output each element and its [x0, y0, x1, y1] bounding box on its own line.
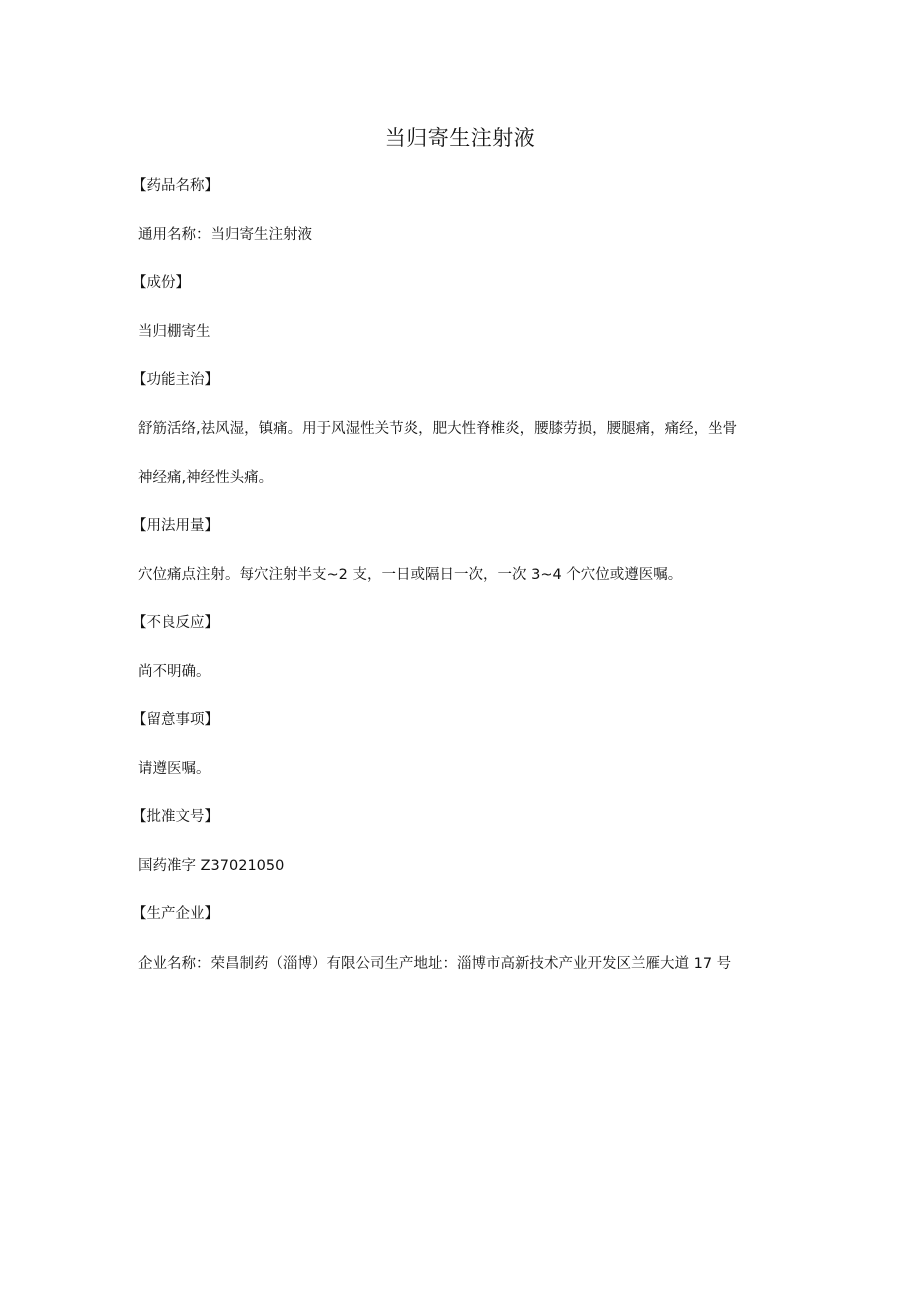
section-heading-indications: 【功能主治】 — [132, 372, 219, 388]
generic-name-text: 通用名称：当归寄生注射液 — [138, 227, 312, 243]
ingredients-text: 当归棚寄生 — [138, 324, 211, 340]
adverse-reactions-text: 尚不明确。 — [138, 664, 211, 680]
document-title: 当归寄生注射液 — [384, 126, 536, 150]
section-heading-manufacturer: 【生产企业】 — [132, 906, 219, 922]
indications-text-line-2: 神经痛,神经性头痛。 — [138, 470, 274, 486]
section-heading-dosage: 【用法用量】 — [132, 518, 219, 534]
section-heading-approval-number: 【批准文号】 — [132, 809, 219, 825]
approval-number-text: 国药准字 Z37021050 — [138, 858, 285, 874]
precautions-text: 请遵医嘱。 — [138, 761, 211, 777]
section-heading-precautions: 【留意事项】 — [132, 712, 219, 728]
dosage-text: 穴位痛点注射。每穴注射半支~2 支，一日或隔日一次，一次 3~4 个穴位或遵医嘱。 — [138, 567, 683, 583]
section-heading-drug-name: 【药品名称】 — [132, 178, 219, 194]
indications-text-line-1: 舒筋活络,祛风湿，镇痛。用于风湿性关节炎，肥大性脊椎炎，腰膝劳损，腰腿痛，痛经，坐骨 — [138, 421, 738, 437]
section-heading-ingredients: 【成份】 — [132, 275, 190, 291]
section-heading-adverse-reactions: 【不良反应】 — [132, 615, 219, 631]
manufacturer-text: 企业名称：荣昌制药（淄博）有限公司生产地址：淄博市高新技术产业开发区兰雁大道 17 号 — [138, 956, 732, 972]
